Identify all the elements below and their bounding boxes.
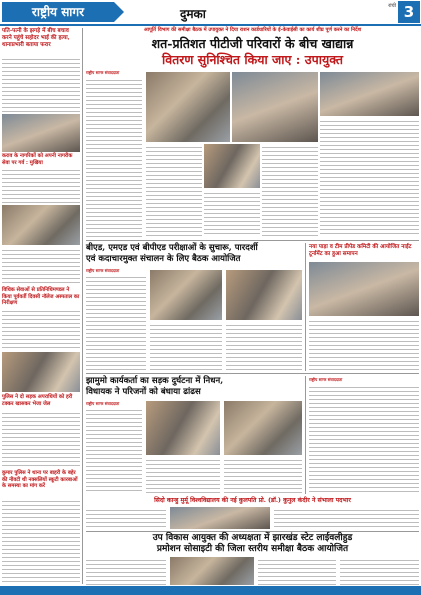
- third-text-col3: [224, 457, 302, 493]
- fourth-headline: सिदो कान्हु मुर्मू विश्वविद्यालय की नई कुलपति प्रो. (डॉ.) कुनुल कंदीर ने संभाला पदभार: [154, 497, 351, 504]
- masthead-rule: [0, 24, 421, 26]
- sidebar-item2-headline: विधिक सेवाओं से प्रतिनिधिमण्डल ने किया पूर्ववर्ती दिवसी नॉलेज अस्पताल का निरीक्षण: [2, 287, 80, 306]
- second-byline: राष्ट्रीय सागर संवाददाता: [86, 268, 120, 273]
- right-col2-byline: राष्ट्रीय सागर संवाददाता: [309, 377, 343, 382]
- fourth-text: [86, 507, 166, 529]
- second-text-col1: [86, 274, 146, 370]
- fourth-photo: [170, 507, 270, 529]
- lead-text-col2: [146, 144, 202, 236]
- second-photo-1: [150, 270, 222, 320]
- page-number: 3: [398, 1, 420, 23]
- third-text-col1: [86, 407, 142, 493]
- lead-text-col3: [204, 190, 260, 236]
- second-divider: [305, 243, 306, 371]
- sidebar-text-6: [2, 498, 80, 584]
- sidebar-text-2: [2, 167, 80, 203]
- right-col-headline: नया पाड़ा व टीम प्रीपेड कमिटी की आयोजित नाईट टूर्नामेंट का हुआ समापन: [309, 244, 412, 257]
- third-byline: राष्ट्रीय सागर संवाददाता: [86, 401, 120, 406]
- second-text-col3: [226, 322, 302, 370]
- sidebar-text-1: [2, 56, 80, 112]
- date-block: [334, 3, 396, 9]
- second-text-col2: [150, 322, 222, 370]
- lead-photo-1: [146, 72, 230, 142]
- third-text-col2: [146, 457, 220, 493]
- sidebar-photo-1: [2, 114, 80, 152]
- bottom-divider: [86, 531, 419, 532]
- third-divider: [305, 376, 306, 494]
- third-photo-1: [146, 401, 220, 455]
- third-headline-line2: विधायक ने परिजनों को बंधाया ढांढस: [86, 387, 201, 397]
- right-col2-text: [309, 384, 419, 494]
- third-photo-2: [224, 401, 302, 455]
- lead-byline: राष्ट्रीय सागर संवाददाता: [86, 70, 120, 75]
- bottom-headline-line1: उप विकास आयुक्त की अध्यक्षता में झारखंड स्टेट लाईवलीहुड: [152, 533, 353, 543]
- second-headline-line1: बीएड, एमएड एवं बीपीएड परीक्षाओं के सुचारू, पारदर्शी: [86, 243, 258, 253]
- sidebar-lead-story: [2, 28, 80, 49]
- city-label: रांची: [388, 3, 396, 9]
- sidebar-text-3: [2, 247, 80, 285]
- lead-photo-4: [320, 72, 419, 116]
- bottom-headline-line2: प्रमोशन सोसाइटी की जिला स्तरीय समीक्षा बैठक आयोजित: [156, 544, 349, 554]
- right-col-text: [309, 318, 419, 370]
- brand-arrow-icon: [114, 2, 124, 22]
- third-headline-line1: झामुमो कार्यकर्ता का सड़क दुर्घटना में निधन,: [86, 376, 224, 386]
- fourth-text-2: [274, 507, 419, 529]
- sidebar-photo-3: [2, 352, 80, 392]
- sidebar-photo-2: [2, 205, 80, 245]
- sidebar-item4-headline: कुमार पुलिस ने थाना पर बाहरी के बहेर की नीवटी थी नक्सलियों स्कूटी कारबाओं के समस्या का मांग करें: [2, 470, 78, 489]
- lead-kicker: आपूर्ति विभाग की समीक्षा बैठक में उपायुक्त ने दिया राशन कार्डधारियों के ई-केवाईसी का कार्य शीघ्र पूर्ण करने का निर्देश: [143, 27, 362, 33]
- footer-strip: [0, 586, 421, 595]
- lead-photo-3: [204, 144, 260, 188]
- bottom-text-col3: [340, 557, 419, 585]
- bottom-text-col1: [86, 557, 166, 585]
- lead-headline-line2: वितरण सुनिश्चित किया जाए : उपायुक्त: [161, 52, 344, 67]
- sidebar-text-4: [2, 308, 80, 350]
- sidebar-red-headline: पति-पत्नी के झगड़े में बीच बचाव करने पहुंचे सहोदर भाई की हत्या, थानाप्रभारी बताया फरार: [2, 28, 70, 48]
- sidebar-divider: [82, 28, 83, 584]
- sidebar-photo-headline: कराव के नागरिकों को अपनी नागरीक सेवा पर गर्व : मुखिया: [2, 153, 73, 166]
- mid-divider: [86, 373, 419, 374]
- lead-divider: [86, 240, 419, 241]
- edition-title: दुमका: [180, 7, 206, 21]
- lead-photo-2: [232, 72, 318, 142]
- sidebar-text-5: [2, 410, 80, 468]
- bottom-text-col2: [258, 557, 336, 585]
- newspaper-brand: राष्ट्रीय सागर: [2, 2, 114, 22]
- bottom-photo: [170, 557, 254, 585]
- second-headline-line2: एवं कदाचारमुक्त संचालन के लिए बैठक आयोजित: [86, 254, 241, 264]
- lead-text-col1: [86, 77, 142, 237]
- lead-text-col5: [320, 118, 419, 236]
- lead-headline-line1: शत-प्रतिशत पीटीजी परिवारों के बीच खाद्यान्न: [151, 36, 354, 51]
- right-col-photo: [309, 262, 419, 316]
- lead-text-col4: [262, 144, 318, 236]
- sidebar-item3-headline: पुलिस ने दो सड़क अपराधियों को हरी टक्कर खासकर भेजा जेल: [2, 394, 73, 407]
- second-photo-2: [226, 270, 302, 320]
